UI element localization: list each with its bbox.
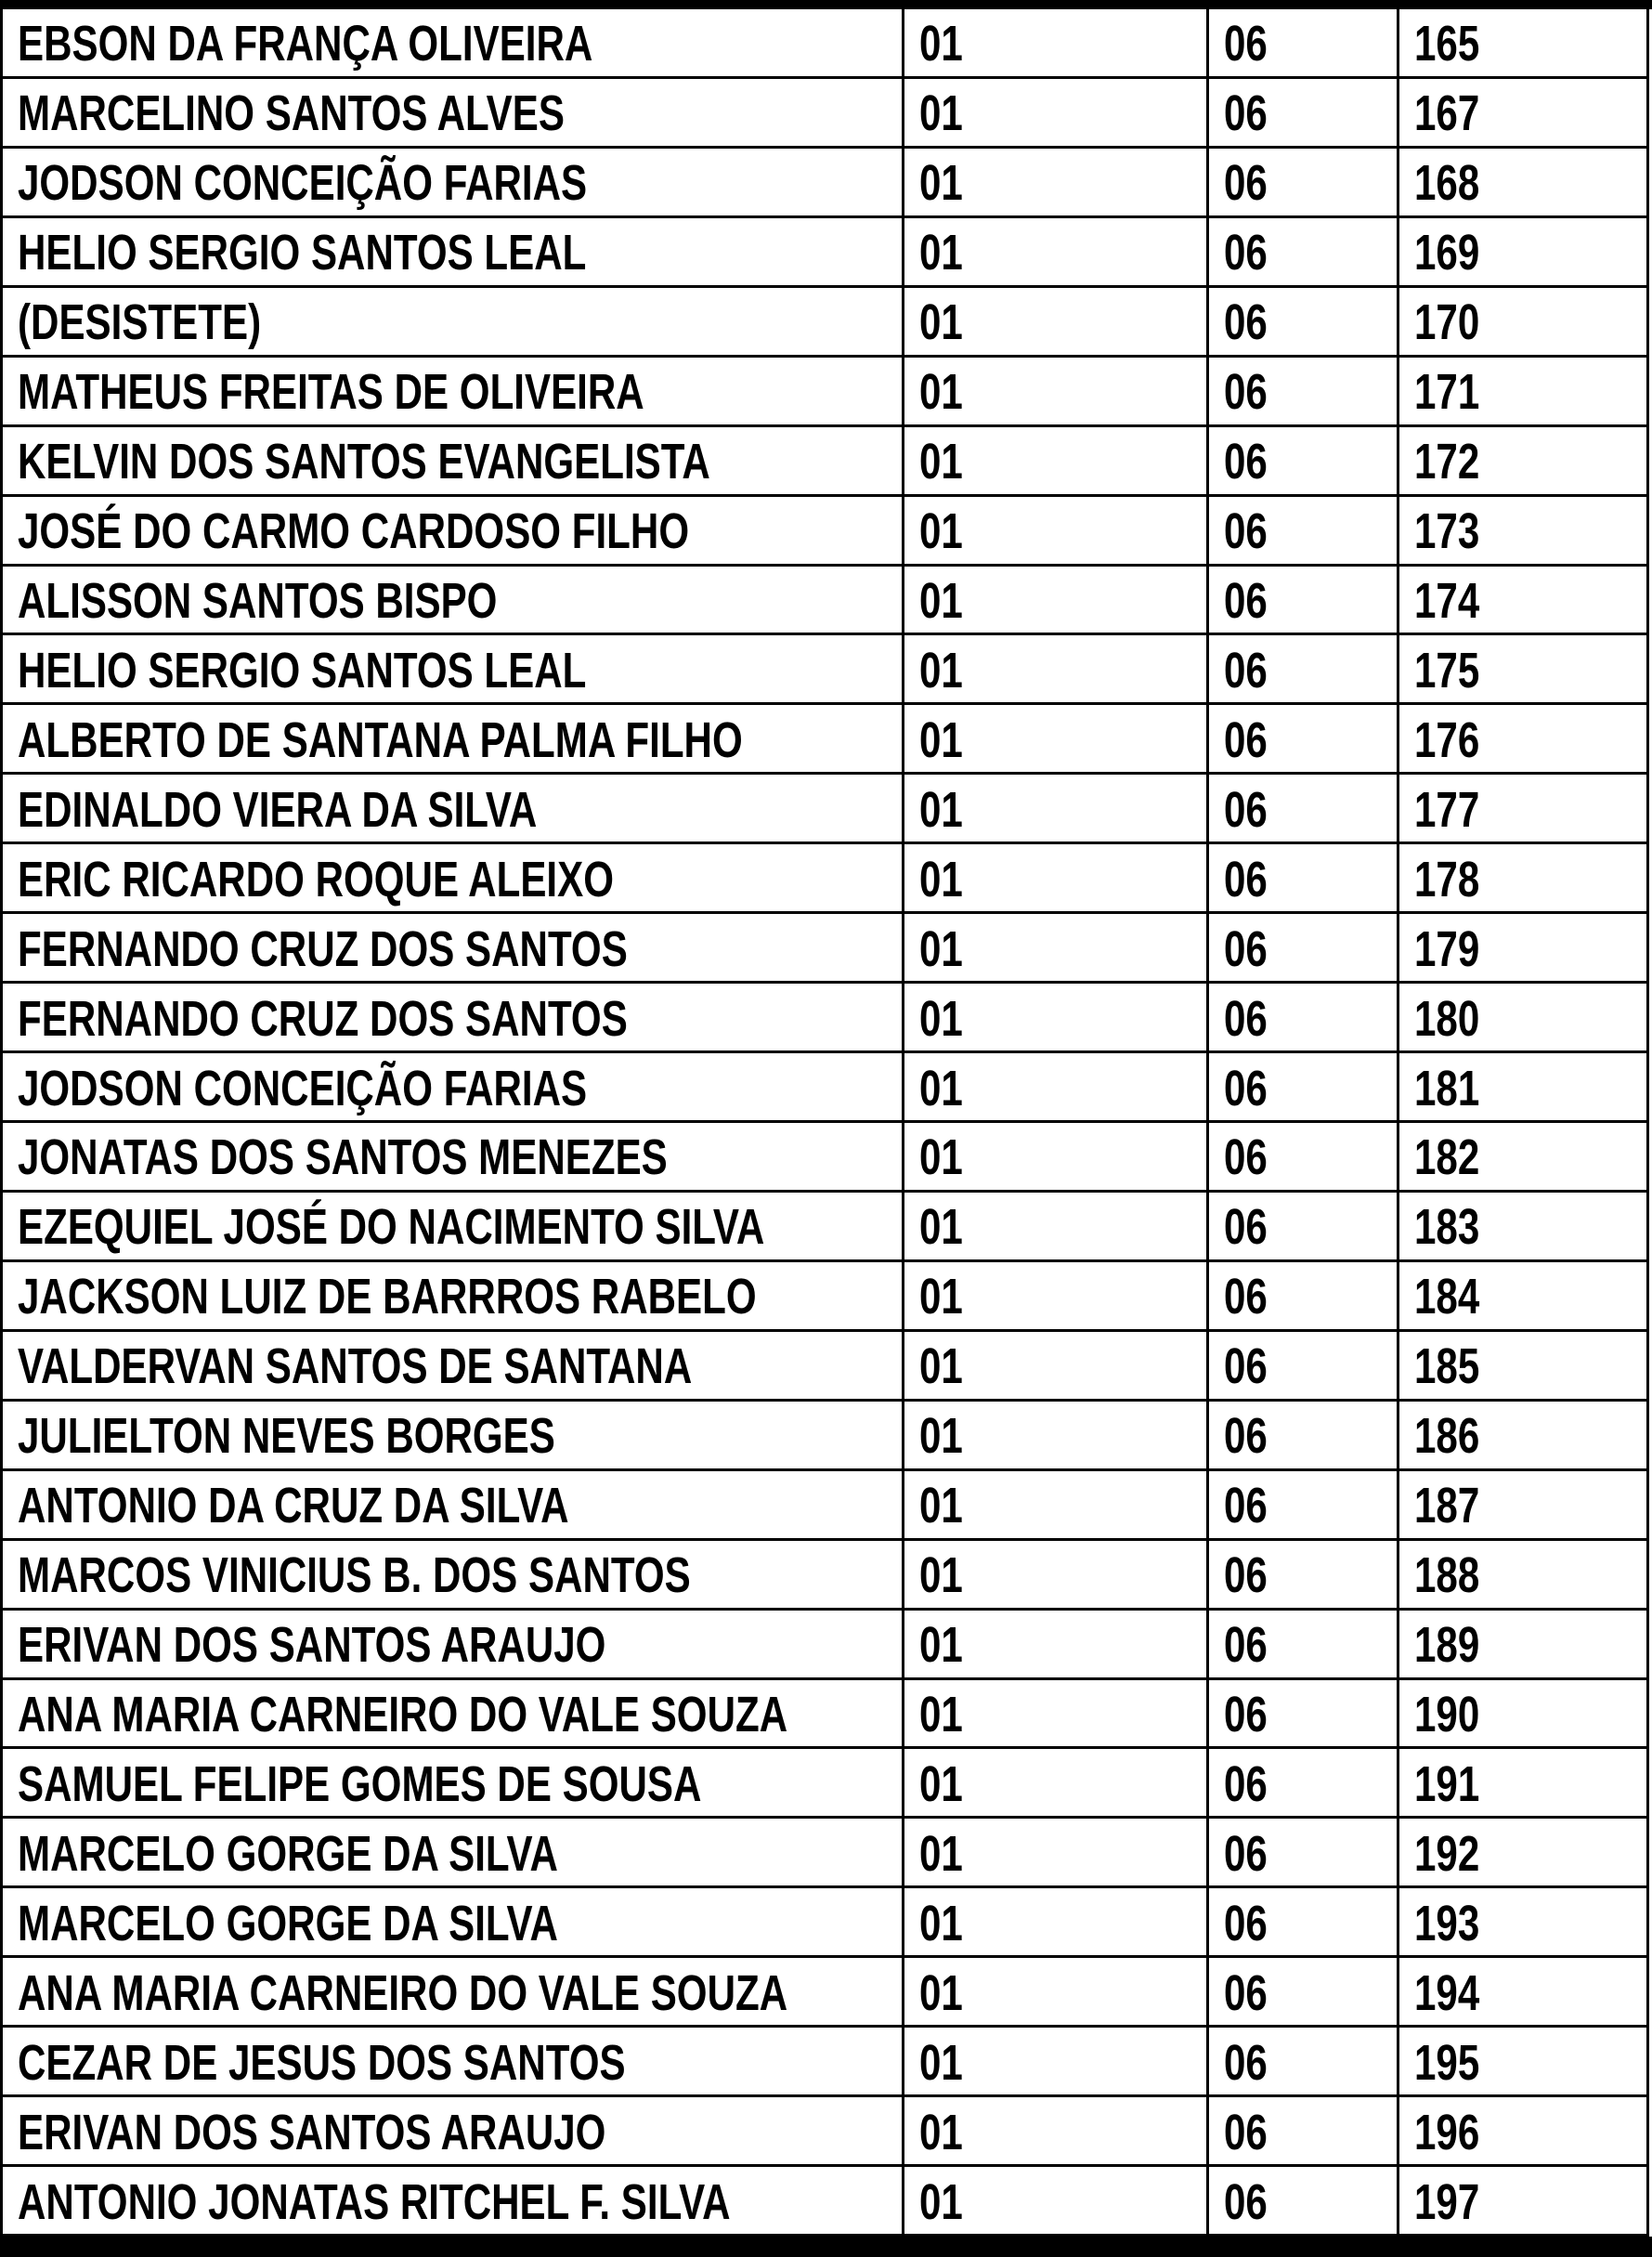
cell-seq (1399, 1471, 1646, 1541)
cell-seq (1399, 635, 1646, 705)
row-seq-text: 181 (1414, 1060, 1480, 1116)
row-seq-text: 192 (1414, 1825, 1480, 1882)
cell-seq (1399, 2167, 1646, 2237)
row-col-b-text: 06 (1224, 990, 1268, 1047)
cell-seq (1399, 705, 1646, 775)
cell-seq (1399, 2097, 1646, 2167)
cell-name (3, 1680, 904, 1750)
cell-name (3, 497, 904, 567)
row-col-a-text: 01 (919, 1547, 963, 1604)
row-name-text: MARCELO GORGE DA SILVA (18, 1895, 558, 1951)
row-name-text: ERIC RICARDO ROQUE ALEIXO (18, 851, 614, 907)
cell-col-a (904, 914, 1209, 984)
row-col-b-text: 06 (1224, 1895, 1268, 1951)
cell-col-b (1209, 1819, 1399, 1888)
row-name-text: HELIO SERGIO SANTOS LEAL (18, 225, 587, 281)
row-col-b-text: 06 (1224, 294, 1268, 351)
row-col-a-text: 01 (919, 364, 963, 421)
cell-seq (1399, 427, 1646, 497)
row-col-a-text: 01 (919, 1408, 963, 1465)
cell-col-a (904, 427, 1209, 497)
cell-col-a (904, 705, 1209, 775)
top-black-bar (0, 0, 1652, 9)
row-col-b-text: 06 (1224, 225, 1268, 281)
cell-col-b (1209, 1749, 1399, 1819)
row-seq-text: 184 (1414, 1269, 1480, 1325)
row-name-text: JULIELTON NEVES BORGES (18, 1408, 555, 1465)
cell-name (3, 1262, 904, 1332)
row-seq-text: 172 (1414, 434, 1480, 490)
row-seq-text: 197 (1414, 2173, 1480, 2230)
cell-seq (1399, 497, 1646, 567)
cell-col-b (1209, 705, 1399, 775)
cell-col-b (1209, 149, 1399, 218)
row-name-text: EDINALDO VIERA DA SILVA (18, 781, 538, 838)
cell-col-b (1209, 9, 1399, 79)
row-col-a-text: 01 (919, 1478, 963, 1534)
cell-col-a (904, 79, 1209, 149)
cell-name (3, 2167, 904, 2237)
row-col-a-text: 01 (919, 1895, 963, 1951)
cell-col-b (1209, 1680, 1399, 1750)
row-seq-text: 168 (1414, 155, 1480, 212)
cell-col-a (904, 1749, 1209, 1819)
row-col-b-text: 06 (1224, 2173, 1268, 2230)
cell-col-a (904, 2028, 1209, 2097)
cell-col-a (904, 1541, 1209, 1611)
row-name-text: SAMUEL FELIPE GOMES DE SOUSA (18, 1755, 702, 1812)
row-name-text: ALBERTO DE SANTANA PALMA FILHO (18, 711, 743, 768)
cell-col-b (1209, 844, 1399, 914)
row-seq-text: 171 (1414, 364, 1480, 421)
cell-col-a (904, 288, 1209, 358)
cell-seq (1399, 2028, 1646, 2097)
row-col-b-text: 06 (1224, 2034, 1268, 2091)
row-name-text: JACKSON LUIZ DE BARRROS RABELO (18, 1269, 757, 1325)
row-seq-text: 191 (1414, 1755, 1480, 1812)
row-col-b-text: 06 (1224, 1617, 1268, 1674)
cell-seq (1399, 1611, 1646, 1680)
cell-col-b (1209, 984, 1399, 1053)
cell-name (3, 567, 904, 636)
cell-seq (1399, 288, 1646, 358)
cell-seq (1399, 9, 1646, 79)
row-col-b-text: 06 (1224, 2104, 1268, 2160)
row-col-a-text: 01 (919, 572, 963, 629)
row-seq-text: 190 (1414, 1686, 1480, 1742)
row-name-text: JOSÉ DO CARMO CARDOSO FILHO (18, 503, 690, 560)
row-name-text: ANA MARIA CARNEIRO DO VALE SOUZA (18, 1964, 788, 2021)
row-col-b-text: 06 (1224, 1478, 1268, 1534)
cell-name (3, 1193, 904, 1262)
cell-col-a (904, 218, 1209, 288)
row-seq-text: 175 (1414, 642, 1480, 698)
cell-col-b (1209, 2028, 1399, 2097)
cell-name (3, 358, 904, 427)
cell-name (3, 635, 904, 705)
cell-seq (1399, 775, 1646, 844)
row-seq-text: 167 (1414, 85, 1480, 142)
row-name-text: MARCELO GORGE DA SILVA (18, 1825, 558, 1882)
row-seq-text: 173 (1414, 503, 1480, 560)
cell-col-b (1209, 1541, 1399, 1611)
row-name-text: ANTONIO JONATAS RITCHEL F. SILVA (18, 2173, 731, 2230)
cell-name (3, 984, 904, 1053)
row-col-a-text: 01 (919, 155, 963, 212)
row-col-a-text: 01 (919, 503, 963, 560)
row-col-a-text: 01 (919, 920, 963, 977)
row-seq-text: 185 (1414, 1338, 1480, 1395)
row-seq-text: 186 (1414, 1408, 1480, 1465)
cell-col-a (904, 2097, 1209, 2167)
cell-col-a (904, 635, 1209, 705)
row-col-a-text: 01 (919, 642, 963, 698)
row-col-b-text: 06 (1224, 1129, 1268, 1186)
row-seq-text: 187 (1414, 1478, 1480, 1534)
cell-seq (1399, 567, 1646, 636)
cell-name (3, 79, 904, 149)
row-seq-text: 194 (1414, 1964, 1480, 2021)
cell-col-b (1209, 775, 1399, 844)
row-name-text: MATHEUS FREITAS DE OLIVEIRA (18, 364, 644, 421)
cell-col-a (904, 1680, 1209, 1750)
row-seq-text: 196 (1414, 2104, 1480, 2160)
row-col-b-text: 06 (1224, 1408, 1268, 1465)
row-col-b-text: 06 (1224, 1338, 1268, 1395)
cell-seq (1399, 1819, 1646, 1888)
row-col-b-text: 06 (1224, 1686, 1268, 1742)
row-col-b-text: 06 (1224, 1755, 1268, 1812)
cell-name (3, 1611, 904, 1680)
row-col-a-text: 01 (919, 851, 963, 907)
row-col-a-text: 01 (919, 781, 963, 838)
row-col-a-text: 01 (919, 1755, 963, 1812)
row-seq-text: 195 (1414, 2034, 1480, 2091)
row-name-text: KELVIN DOS SANTOS EVANGELISTA (18, 434, 710, 490)
cell-name (3, 1402, 904, 1471)
cell-name (3, 149, 904, 218)
row-col-b-text: 06 (1224, 851, 1268, 907)
row-col-b-text: 06 (1224, 1547, 1268, 1604)
row-col-a-text: 01 (919, 294, 963, 351)
cell-col-b (1209, 1471, 1399, 1541)
cell-seq (1399, 1402, 1646, 1471)
row-seq-text: 165 (1414, 16, 1480, 72)
cell-name (3, 288, 904, 358)
cell-col-b (1209, 914, 1399, 984)
row-col-b-text: 06 (1224, 572, 1268, 629)
cell-col-b (1209, 1123, 1399, 1193)
row-col-a-text: 01 (919, 225, 963, 281)
cell-name (3, 1749, 904, 1819)
row-col-a-text: 01 (919, 2104, 963, 2160)
cell-col-a (904, 775, 1209, 844)
cell-col-a (904, 1193, 1209, 1262)
row-col-a-text: 01 (919, 2034, 963, 2091)
cell-col-a (904, 1053, 1209, 1123)
row-col-b-text: 06 (1224, 642, 1268, 698)
cell-col-a (904, 9, 1209, 79)
row-col-b-text: 06 (1224, 85, 1268, 142)
cell-col-b (1209, 567, 1399, 636)
cell-seq (1399, 844, 1646, 914)
row-seq-text: 193 (1414, 1895, 1480, 1951)
cell-name (3, 1471, 904, 1541)
cell-col-a (904, 358, 1209, 427)
row-col-b-text: 06 (1224, 1060, 1268, 1116)
cell-seq (1399, 914, 1646, 984)
cell-seq (1399, 1193, 1646, 1262)
row-col-a-text: 01 (919, 1199, 963, 1256)
row-col-a-text: 01 (919, 1269, 963, 1325)
row-col-a-text: 01 (919, 1060, 963, 1116)
row-name-text: (DESISTETE) (18, 294, 262, 351)
cell-name (3, 1958, 904, 2028)
cell-col-a (904, 567, 1209, 636)
row-col-b-text: 06 (1224, 364, 1268, 421)
cell-seq (1399, 1680, 1646, 1750)
row-col-b-text: 06 (1224, 781, 1268, 838)
bottom-black-bar (0, 2237, 1652, 2257)
cell-col-a (904, 1262, 1209, 1332)
cell-col-a (904, 497, 1209, 567)
cell-col-b (1209, 1053, 1399, 1123)
row-col-a-text: 01 (919, 434, 963, 490)
cell-col-a (904, 844, 1209, 914)
row-col-a-text: 01 (919, 1825, 963, 1882)
cell-name (3, 844, 904, 914)
cell-col-b (1209, 427, 1399, 497)
row-col-b-text: 06 (1224, 434, 1268, 490)
row-seq-text: 174 (1414, 572, 1480, 629)
row-col-a-text: 01 (919, 711, 963, 768)
cell-col-b (1209, 1332, 1399, 1402)
cell-seq (1399, 358, 1646, 427)
row-col-a-text: 01 (919, 2173, 963, 2230)
cell-seq (1399, 149, 1646, 218)
cell-col-a (904, 1819, 1209, 1888)
cell-name (3, 914, 904, 984)
cell-col-b (1209, 1888, 1399, 1958)
row-col-b-text: 06 (1224, 1269, 1268, 1325)
row-col-a-text: 01 (919, 16, 963, 72)
row-name-text: VALDERVAN SANTOS DE SANTANA (18, 1338, 693, 1395)
cell-col-b (1209, 2167, 1399, 2237)
cell-col-b (1209, 288, 1399, 358)
cell-col-b (1209, 358, 1399, 427)
cell-name (3, 1819, 904, 1888)
cell-seq (1399, 79, 1646, 149)
row-seq-text: 170 (1414, 294, 1480, 351)
cell-col-b (1209, 1402, 1399, 1471)
cell-col-a (904, 1332, 1209, 1402)
cell-name (3, 9, 904, 79)
row-col-b-text: 06 (1224, 1199, 1268, 1256)
cell-col-b (1209, 1611, 1399, 1680)
row-seq-text: 177 (1414, 781, 1480, 838)
roster-table (0, 9, 1649, 2237)
cell-seq (1399, 984, 1646, 1053)
cell-col-b (1209, 1958, 1399, 2028)
row-col-a-text: 01 (919, 1338, 963, 1395)
row-seq-text: 182 (1414, 1129, 1480, 1186)
cell-col-b (1209, 635, 1399, 705)
cell-col-b (1209, 79, 1399, 149)
cell-name (3, 1123, 904, 1193)
cell-seq (1399, 1332, 1646, 1402)
row-col-b-text: 06 (1224, 16, 1268, 72)
row-name-text: ALISSON SANTOS BISPO (18, 572, 498, 629)
cell-col-a (904, 2167, 1209, 2237)
row-col-b-text: 06 (1224, 920, 1268, 977)
row-seq-text: 169 (1414, 225, 1480, 281)
cell-name (3, 2028, 904, 2097)
row-col-b-text: 06 (1224, 1964, 1268, 2021)
cell-seq (1399, 1888, 1646, 1958)
row-col-b-text: 06 (1224, 503, 1268, 560)
cell-seq (1399, 1262, 1646, 1332)
row-col-a-text: 01 (919, 85, 963, 142)
cell-col-a (904, 1402, 1209, 1471)
cell-col-a (904, 1611, 1209, 1680)
cell-col-b (1209, 2097, 1399, 2167)
cell-col-a (904, 984, 1209, 1053)
row-name-text: ANA MARIA CARNEIRO DO VALE SOUZA (18, 1686, 788, 1742)
cell-col-a (904, 1123, 1209, 1193)
cell-col-a (904, 1888, 1209, 1958)
row-name-text: JODSON CONCEIÇÃO FARIAS (18, 1060, 588, 1116)
row-name-text: JONATAS DOS SANTOS MENEZES (18, 1129, 668, 1186)
row-seq-text: 176 (1414, 711, 1480, 768)
row-col-a-text: 01 (919, 1686, 963, 1742)
cell-name (3, 427, 904, 497)
cell-seq (1399, 1958, 1646, 2028)
row-col-a-text: 01 (919, 1964, 963, 2021)
row-seq-text: 188 (1414, 1547, 1480, 1604)
cell-col-b (1209, 1193, 1399, 1262)
row-name-text: ERIVAN DOS SANTOS ARAUJO (18, 1617, 606, 1674)
row-name-text: EBSON DA FRANÇA OLIVEIRA (18, 16, 593, 72)
row-col-b-text: 06 (1224, 711, 1268, 768)
row-col-a-text: 01 (919, 990, 963, 1047)
cell-name (3, 1541, 904, 1611)
cell-seq (1399, 218, 1646, 288)
row-name-text: HELIO SERGIO SANTOS LEAL (18, 642, 587, 698)
cell-col-a (904, 1471, 1209, 1541)
row-seq-text: 178 (1414, 851, 1480, 907)
row-name-text: CEZAR DE JESUS DOS SANTOS (18, 2034, 626, 2091)
cell-name (3, 218, 904, 288)
cell-seq (1399, 1541, 1646, 1611)
row-name-text: JODSON CONCEIÇÃO FARIAS (18, 155, 588, 212)
row-name-text: MARCOS VINICIUS B. DOS SANTOS (18, 1547, 691, 1604)
row-seq-text: 179 (1414, 920, 1480, 977)
cell-col-a (904, 149, 1209, 218)
cell-name (3, 1332, 904, 1402)
row-seq-text: 189 (1414, 1617, 1480, 1674)
cell-col-a (904, 1958, 1209, 2028)
row-name-text: ERIVAN DOS SANTOS ARAUJO (18, 2104, 606, 2160)
cell-seq (1399, 1053, 1646, 1123)
cell-name (3, 705, 904, 775)
row-name-text: FERNANDO CRUZ DOS SANTOS (18, 920, 628, 977)
cell-name (3, 1053, 904, 1123)
cell-seq (1399, 1749, 1646, 1819)
row-col-a-text: 01 (919, 1129, 963, 1186)
row-name-text: MARCELINO SANTOS ALVES (18, 85, 565, 142)
row-name-text: ANTONIO DA CRUZ DA SILVA (18, 1478, 569, 1534)
row-seq-text: 180 (1414, 990, 1480, 1047)
cell-col-b (1209, 218, 1399, 288)
row-col-a-text: 01 (919, 1617, 963, 1674)
row-col-b-text: 06 (1224, 1825, 1268, 1882)
row-name-text: EZEQUIEL JOSÉ DO NACIMENTO SILVA (18, 1199, 765, 1256)
cell-col-b (1209, 1262, 1399, 1332)
row-name-text: FERNANDO CRUZ DOS SANTOS (18, 990, 628, 1047)
cell-name (3, 2097, 904, 2167)
cell-seq (1399, 1123, 1646, 1193)
row-seq-text: 183 (1414, 1199, 1480, 1256)
cell-col-b (1209, 497, 1399, 567)
cell-name (3, 1888, 904, 1958)
row-col-b-text: 06 (1224, 155, 1268, 212)
cell-name (3, 775, 904, 844)
